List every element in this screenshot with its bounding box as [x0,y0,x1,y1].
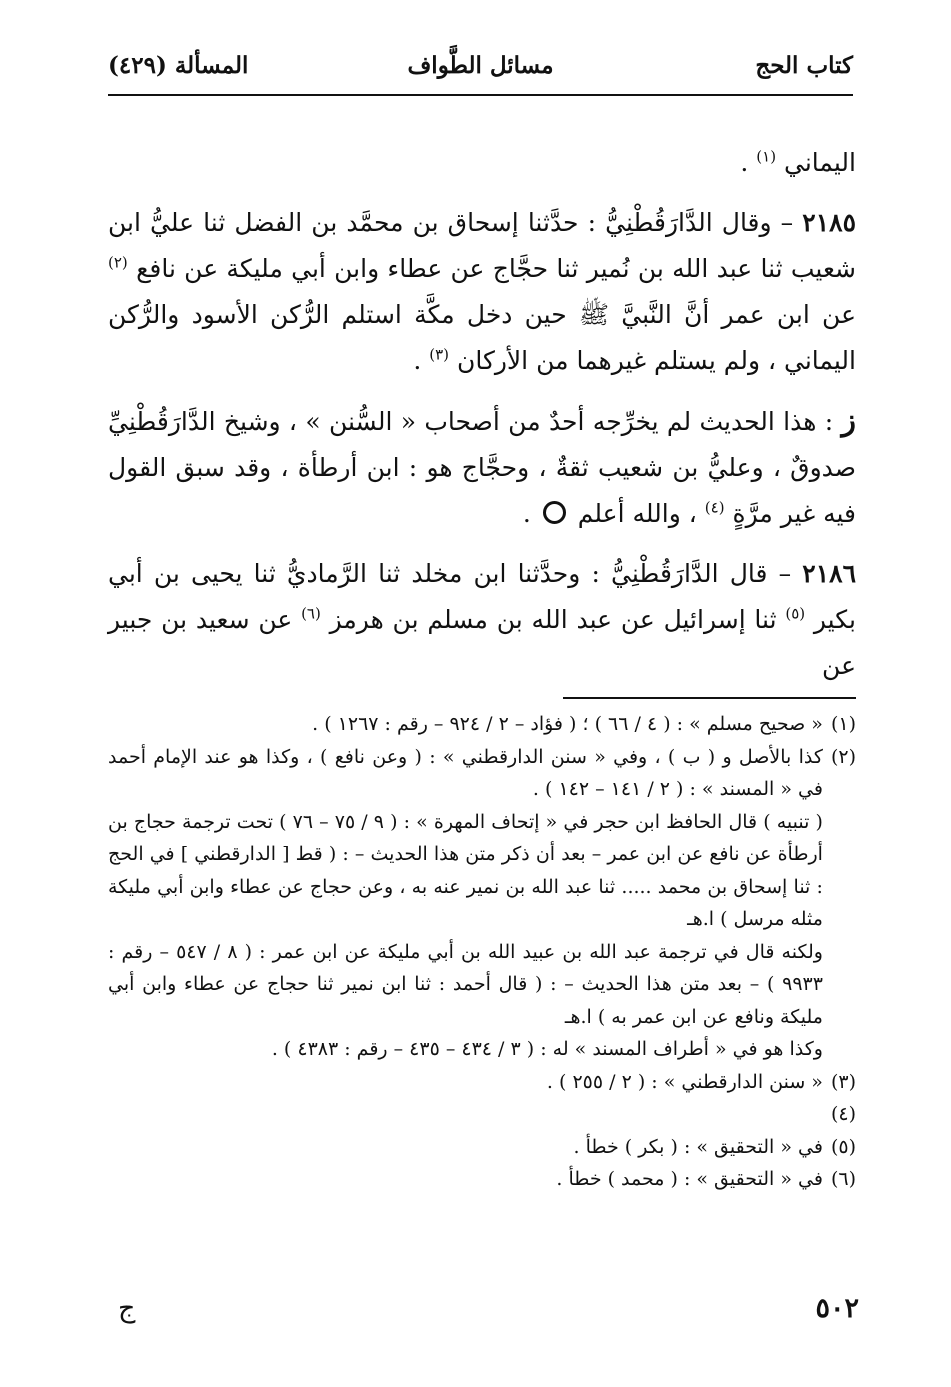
running-header [108,52,853,92]
footnote-2 [108,741,856,1066]
footnote-text: « سنن الدارقطني » : ( ٢ / ٢٥٥ ) . [546,1070,823,1093]
paragraph-continuation [108,140,856,186]
footnote-ref: (٥) [785,604,806,623]
header-rule [108,94,853,96]
footnote-text: ولكنه قال في ترجمة عبد الله بن عبيد الله بن أبي مليكة عن ابن عمر : ( ٨ / ٥٤٧ – رقم : ٩٩٣٣ ) – بعد متن هذا الحديث – : ( قال أحمد : ثنا ابن نمير ثنا حجاج عن عطاء وابن أبي مليكة ونافع عن ابن عمر به ) ا.هـ [108,940,823,1028]
header-chapter-title: مسائل الطَّواف [407,52,554,79]
footnote-text: ( تنبيه ) قال الحافظ ابن حجر في « إتحاف المهرة » : ( ٩ / ٧٥ – ٧٦ ) تحت ترجمة حجاج بن أرطأة عن نافع عن ابن عمر – بعد أن ذكر متن هذا الحديث – : ( قط [ الدارقطني ] في الحج : ثنا إسحاق بن محمد ..... ثنا عبد الله بن نمير عنه به ، وعن حجاج عن عطاء وابن أبي مليكة مثله مرسل ) ا.هـ [108,810,823,930]
footnote-4 [108,1098,856,1131]
hadith-text-part: عن سعيد بن جبير عن [108,605,856,680]
hadith-2185 [108,200,856,384]
hadith-text-part: ثنا إسرائيل عن عبد الله بن مسلم بن هرمز [320,605,786,634]
hadith-text-part: – قال الدَّارَقُطْنِيُّ : وحدَّثنا ابن مخلد ثنا الرَّماديُّ ثنا يحيى بن أبي بكير [108,559,856,634]
footnote-label: (٥) [830,1135,856,1158]
footnote-text: وكذا هو في « أطراف المسند » له : ( ٣ / ٤٣٤ – ٤٣٥ – رقم : ٤٣٨٣ ) . [271,1038,823,1060]
main-text [108,140,856,703]
footnote-ref: (٤) [704,498,725,517]
footnote-label: (٣) [830,1070,856,1093]
commentary-text-part: ، والله أعلم [577,499,705,528]
header-issue-number: المسألة (٤٢٩) [108,52,249,79]
footnotes [108,708,856,1196]
commentary-mark: ز [841,403,856,438]
paragraph-end: . [740,148,757,177]
footnote-3 [108,1066,856,1099]
paragraph-end: . [413,346,430,375]
footnote-text: كذا بالأصل و ( ب ) ، وفي « سنن الدارقطني » : ( وعن نافع ) ، وكذا هو عند الإمام أحمد في « المسند » : ( ٢ / ١٤١ – ١٤٢ ) . [108,745,823,800]
footnote-label: (٤) [830,1103,856,1125]
footnote-ref: (١) [756,147,777,166]
footnote-1 [108,708,856,741]
page-number: ٥٠٢ [815,1293,859,1324]
signature-mark: ج [118,1293,136,1324]
footnote-text: في « التحقيق » : ( محمد ) خطأ . [556,1168,823,1190]
hadith-text-part: – وقال الدَّارَقُطْنِيُّ : حدَّثنا إسحاق بن محمَّد بن الفضل ثنا عليُّ ابن شعيب ثنا عبد الله بن نُمير ثنا حجَّاج عن عطاء وابن أبي مليكة عن نافع [108,208,856,283]
end-circle-icon [543,501,566,524]
footnote-ref: (٣) [429,345,450,364]
hadith-text-part: عن ابن عمر أنَّ النَّبيَّ ﷺ حين دخل مكَّة استلم الرُّكن الأسود والرُّكن اليماني ، ولم يستلم غيرهما من الأركان [108,300,856,375]
footnote-ref: (٦) [301,604,321,623]
footnote-rule [563,697,856,699]
hadith-2186 [108,551,856,689]
paragraph-text: اليماني [784,148,856,177]
paragraph-end: . [522,499,539,528]
footnote-label: (١) [830,713,856,735]
footnote-ref: (٢) [108,253,128,272]
footnote-label: (٦) [830,1168,856,1190]
footnote-6 [108,1163,856,1196]
hadith-number: ٢١٨٥ [802,208,856,237]
commentary-text-part: : هذا الحديث لم يخرِّجه أحدٌ من أصحاب « السُّنن » ، وشيخ الدَّارَقُطْنِيِّ صدوقٌ ، وعليُّ بن شعيب ثقةٌ ، وحجَّاج هو : ابن أرطأة ، وقد سبق القول فيه غير مرَّةٍ [108,407,856,528]
commentary-paragraph [108,398,856,537]
footnote-5 [108,1131,856,1164]
footnote-text: في « التحقيق » : ( بكر ) خطأ . [573,1135,823,1158]
footnote-text: « صحيح مسلم » : ( ٤ / ٦٦ ) ؛ ( فؤاد – ٢ / ٩٢٤ – رقم : ١٢٦٧ ) . [312,713,823,735]
footnote-label: (٢) [830,745,856,768]
header-book-title: كتاب الحج [755,52,853,79]
hadith-number: ٢١٨٦ [802,559,856,588]
